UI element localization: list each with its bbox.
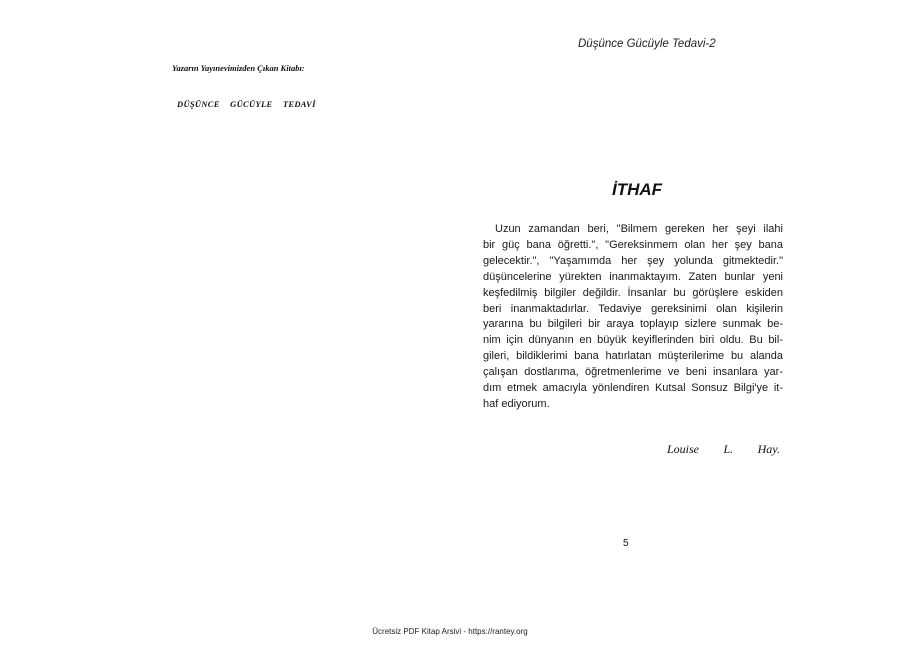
page-number: 5	[623, 538, 629, 549]
signature-initial: L.	[723, 442, 734, 456]
paragraph-line: bir güç bana öğretti.", "Gereksinmem olan her şey bana	[483, 238, 783, 251]
paragraph-line: dım etmek amacıyla yönlendiren Kutsal Sonsuz Bilgi'ye it-	[483, 382, 783, 395]
paragraph-line: nim için dünyanın en büyük keyiflerinden biri oldu. Bu bil-	[483, 334, 783, 347]
book-title-word: DÜŞÜNCE	[177, 99, 220, 109]
book-title	[177, 99, 324, 109]
running-header: Düşünce Gücüyle Tedavi-2	[578, 38, 716, 50]
right-page	[450, 0, 900, 654]
paragraph-line: çalışan dostlarıma, öğretmenlerime ve beni insanlara yar-	[483, 366, 783, 379]
book-title-word: TEDAVİ	[282, 99, 316, 109]
dedication-paragraph	[483, 222, 783, 413]
paragraph-line: haf ediyorum.	[483, 397, 550, 410]
paragraph-line: yararına bu bilgileri bir araya toplayıp sizlere sunmak be-	[483, 318, 783, 331]
paragraph-line: beri inanmaktadırlar. Tedaviye gereksinimi olan kişilerin	[483, 302, 783, 315]
paragraph-line: Uzun zamandan beri, "Bilmem gereken her şeyi ilahi	[495, 223, 783, 235]
paragraph-line: gileri, bildiklerimi bana hatırlatan müşterilerime bu alanda	[483, 350, 783, 363]
paragraph-line: keşfedilmiş bilgiler değildir. İnsanlar bu görüşlere eskiden	[483, 286, 783, 299]
publisher-note: Yazarın Yayınevimizden Çıkan Kitabı:	[172, 63, 305, 73]
signature-last-name: Hay.	[757, 442, 780, 456]
book-title-word: GÜCÜYLE	[230, 99, 273, 109]
paragraph-line: düşüncelerine yürekten inanmaktayım. Zaten bunlar yeni	[483, 270, 783, 283]
section-title: İTHAF	[612, 180, 663, 199]
paragraph-line: gelecektir.", "Yaşamımda her şey yolunda gitmektedir."	[483, 254, 783, 267]
author-signature	[667, 442, 780, 457]
signature-first-name: Louise	[667, 442, 700, 456]
footer-source: Ücretsiz PDF Kitap Arsivi - https://rantey.org	[372, 627, 528, 636]
